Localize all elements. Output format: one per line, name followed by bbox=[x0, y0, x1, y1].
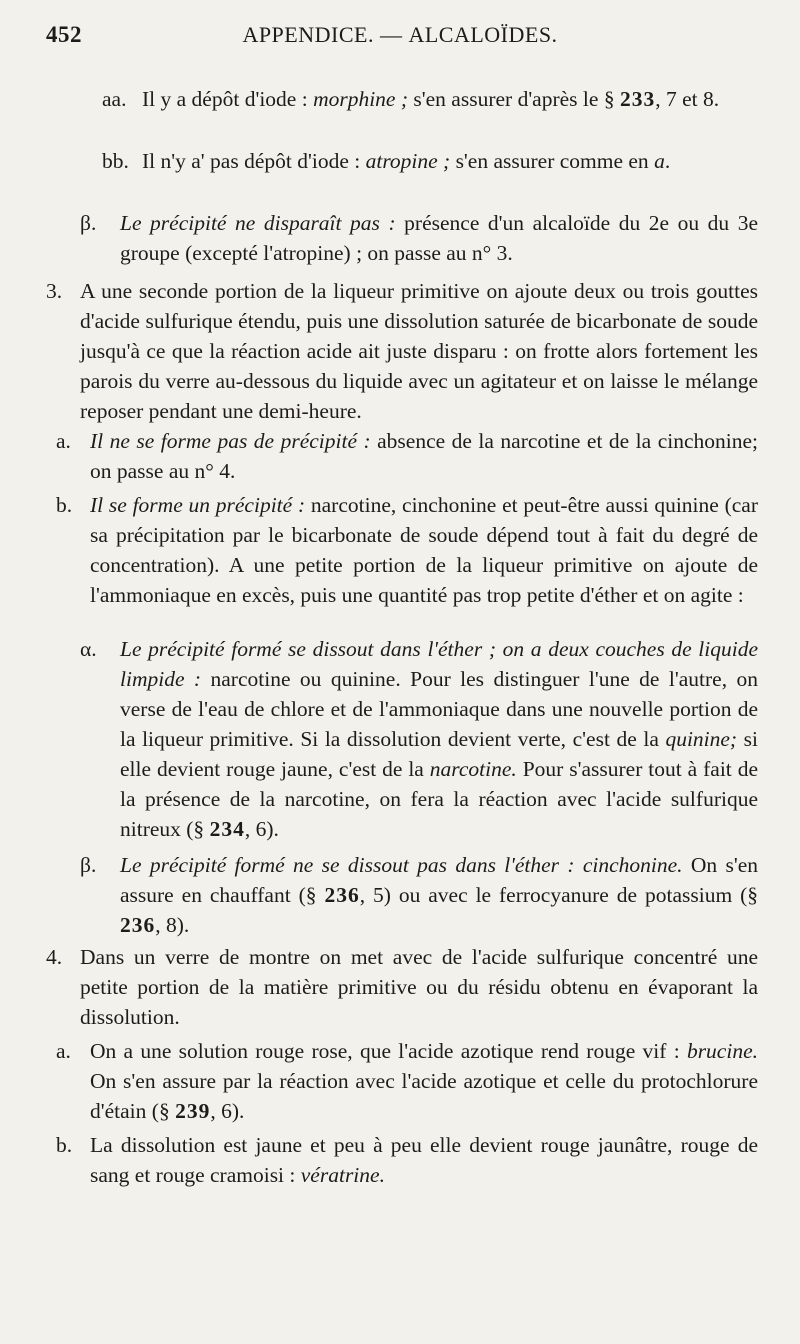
block-marker-beta-2: β. bbox=[80, 853, 97, 877]
text-run: présence d'un alcaloïde du 2e ou du 3e groupe (excepté l'atropine) ; on passe au n° 3. bbox=[120, 211, 758, 265]
paragraph-a bbox=[90, 426, 758, 486]
text-run: On a une solution rouge rose, que l'acide azotique rend rouge vif : bbox=[90, 1039, 687, 1063]
text-run: narcotine, cinchonine et peut-être aussi quinine (car sa précipitation par le bicarbonate de soude dépend tout à fait du degré de concentration). A une petite portion de la liqueur primitive on ajoute de l'ammoniaque en excès, puis une quantité pas trop petite d'éther et on agite : bbox=[90, 493, 758, 607]
italic-run: vératrine. bbox=[300, 1163, 385, 1187]
block-marker-bb: bb. bbox=[102, 149, 129, 173]
text-run: Dans un verre de montre on met avec de l'acide sulfurique concentré une petite portion de la matière primitive ou du résidu obtenu en évaporant la dissolution. bbox=[80, 945, 758, 1029]
text-run: s'en assurer comme en bbox=[450, 149, 655, 173]
paragraph-alpha bbox=[120, 634, 758, 844]
section-ref: 234 bbox=[209, 817, 245, 841]
text-run: , 6). bbox=[210, 1099, 245, 1123]
section-ref: 236 bbox=[324, 883, 360, 907]
running-head-section: APPENDICE. bbox=[242, 22, 374, 47]
paragraph-beta-2 bbox=[120, 850, 758, 940]
paragraph-3 bbox=[80, 276, 758, 426]
block-marker-a: a. bbox=[56, 429, 71, 453]
text-run: si elle devient rouge jaune, c'est de la bbox=[120, 727, 759, 781]
paragraph-4 bbox=[80, 942, 758, 1032]
text-run: . bbox=[664, 149, 671, 173]
italic-run: morphine ; bbox=[313, 87, 409, 111]
paragraph-aa bbox=[142, 84, 758, 114]
block-marker-b: b. bbox=[56, 493, 73, 517]
italic-run: a bbox=[654, 149, 665, 173]
running-head bbox=[0, 22, 800, 48]
italic-run: narcotine. bbox=[429, 757, 517, 781]
block-marker-alpha: α. bbox=[80, 637, 97, 661]
italic-run: Le précipité formé se dissout dans l'éther ; on a deux couches de liquide limpide : bbox=[120, 637, 758, 691]
text-run: , 6). bbox=[244, 817, 279, 841]
text-run: Pour s'assurer tout à fait de la présence de la narcotine, on fera la réaction avec l'acide sulfurique nitreux (§ bbox=[120, 757, 758, 841]
text-run: , 8). bbox=[155, 913, 190, 937]
text-run: Il y a dépôt d'iode : bbox=[142, 87, 314, 111]
italic-run: atropine ; bbox=[365, 149, 451, 173]
block-marker-3: 3. bbox=[46, 279, 63, 303]
text-run: Il n'y a' pas dépôt d'iode : bbox=[142, 149, 366, 173]
italic-run: Il se forme un précipité : bbox=[90, 493, 306, 517]
block-marker-aa: aa. bbox=[102, 87, 127, 111]
page-number: 452 bbox=[46, 22, 82, 47]
block-marker-a-2: a. bbox=[56, 1039, 71, 1063]
text-run: narcotine ou quinine. Pour les distinguer l'une de l'autre, on verse de l'eau de chlore et de l'ammoniaque dans une nouvelle portion de la liqueur primitive. Si la dissolution devient verte, c'est de la bbox=[120, 667, 758, 751]
page-header bbox=[0, 22, 800, 52]
running-head-dash: — bbox=[379, 22, 403, 47]
block-marker-4: 4. bbox=[46, 945, 63, 969]
text-run: On s'en assure par la réaction avec l'acide azotique et celle du protochlorure d'étain (§ bbox=[90, 1069, 758, 1123]
text-run: , 7 et 8. bbox=[655, 87, 720, 111]
block-marker-beta: β. bbox=[80, 211, 97, 235]
text-run: A une seconde portion de la liqueur primitive on ajoute deux ou trois gouttes d'acide sulfurique étendu, puis une dissolution saturée de bicarbonate de soude jusqu'à ce que la réaction acide ait juste disparu : on frotte alors fortement les parois du verre au-dessous du liquide avec un agitateur et on laisse le mélange reposer pendant une demi-heure. bbox=[80, 279, 758, 423]
text-run: La dissolution est jaune et peu à peu elle devient rouge jaunâtre, rouge de sang et rouge cramoisi : bbox=[90, 1133, 758, 1187]
paragraph-a-2 bbox=[90, 1036, 758, 1126]
italic-run: Il ne se forme pas de précipité : bbox=[90, 429, 371, 453]
paragraph-b bbox=[90, 490, 758, 610]
italic-run: Le précipité ne disparaît pas : bbox=[120, 211, 396, 235]
italic-run: brucine. bbox=[686, 1039, 758, 1063]
section-ref: 236 bbox=[120, 913, 156, 937]
text-run: s'en assurer d'après le § bbox=[408, 87, 620, 111]
section-ref: 233 bbox=[619, 87, 656, 111]
italic-run: Le précipité formé ne se dissout pas dans l'éther : cinchonine. bbox=[120, 853, 683, 877]
paragraph-b-2 bbox=[90, 1130, 758, 1190]
section-ref: 239 bbox=[175, 1099, 211, 1123]
italic-run: quinine; bbox=[665, 727, 738, 751]
text-run: On s'en assure en chauffant (§ bbox=[120, 853, 758, 907]
paragraph-bb bbox=[142, 146, 758, 176]
block-marker-b-2: b. bbox=[56, 1133, 73, 1157]
text-run: , 5) ou avec le ferrocyanure de potassium (§ bbox=[359, 883, 759, 907]
text-run: absence de la narcotine et de la cinchonine; on passe au n° 4. bbox=[90, 429, 758, 483]
running-head-topic: ALCALOÏDES. bbox=[408, 22, 558, 47]
paragraph-beta bbox=[120, 208, 758, 268]
